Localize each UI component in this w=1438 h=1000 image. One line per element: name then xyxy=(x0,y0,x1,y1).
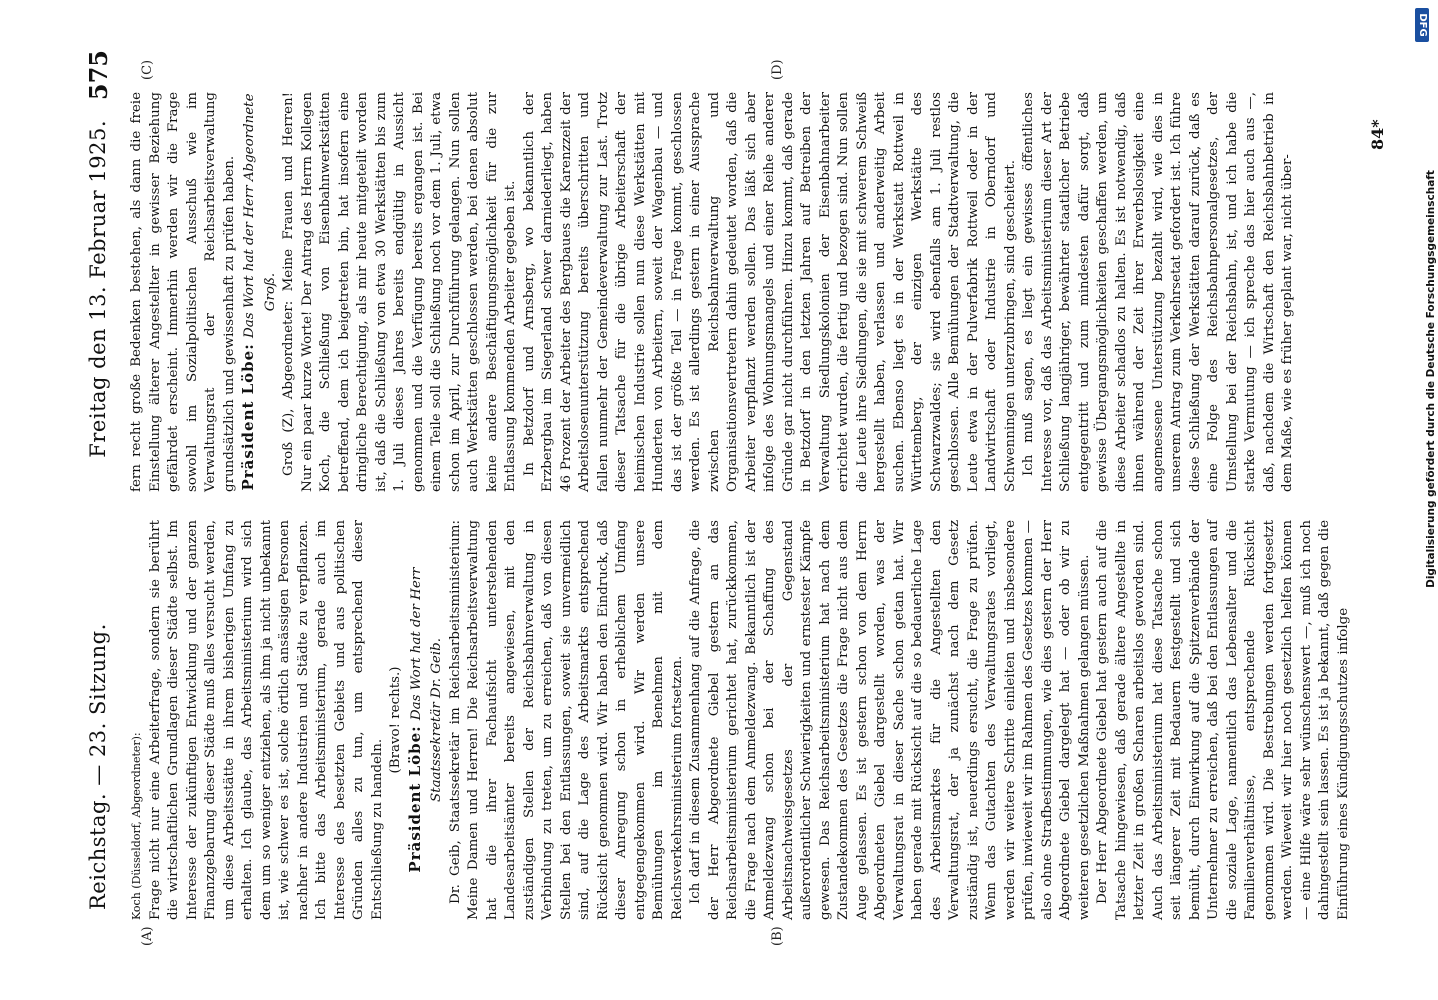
applause-note: (Bravo! rechts.) xyxy=(388,666,403,774)
paragraph: Frage nicht nur eine Arbeiterfrage, sondern sie berührt die wirtschaftlichen Grundlagen dieser Städte selbst. Im Interesse der zukünftigen Entwicklung und der ganzen Finanzgebarung dieser Städte muß alles versucht werden, um diese Arbeitsstätte in ihrem bisherigen Umfang zu erhalten. Ich glaube, das Arbeitsministerium wird sich dem um so weniger entziehen, als ihm ja nicht unbekannt ist, wie schwer es ist, solche örtlich ansässigen Personen nachher in andere Industrien und Städte zu verpflanzen. Ich bitte das Arbeitsministerium, gerade auch im Interesse des besetzten Gebiets und aus politischen Gründen alles zu tun, um entsprechend dieser Entschließung zu handeln. xyxy=(147,520,385,920)
margin-label-d: (D) xyxy=(770,59,785,80)
speaker-intro: Das Wort hat der Herr Abgeordnete Groß. xyxy=(242,93,278,338)
page-header xyxy=(80,50,124,950)
footer-signature-mark: 84* xyxy=(1368,119,1387,150)
speaker-heading xyxy=(239,92,280,492)
dfg-funding-notice: Digitalisierung gefördert durch die Deutsche Forschungsgemeinschaft xyxy=(1425,170,1437,588)
dfg-logo-text: DFG xyxy=(1417,13,1428,37)
speaker-heading xyxy=(406,520,447,920)
header-date: Freitag den 13. Februar 1925. xyxy=(86,120,110,458)
speaker-intro: Das Wort hat der Herr Staatssekretär Dr. Geib. xyxy=(408,567,444,802)
margin-label-a: (A) xyxy=(140,926,155,946)
rotated-document-page xyxy=(80,50,1400,950)
dfg-sidebar xyxy=(1411,0,1437,1000)
paragraph: Ich darf in diesem Zusammenhang auf die Anfrage, die der Herr Abgeordnete Giebel gestern an das Reichsarbeitsministerium gerichtet hat, zurückkommen, die Frage nach dem Anmeldezwang. Bekanntlich ist der Anmeldezwang schon bei der Schaffung des Arbeitsnachweisgesetzes der Gegenstand außerordentlicher Schwierigkeiten und ernstester Kämpfe gewesen. Das Reichsarbeitsministerium hat nach dem Zustandekommen des Gesetzes die Frage nicht aus dem Auge gelassen. Es ist gestern schon von dem Herrn Abgeordneten Giebel dargestellt worden, was der Verwaltungsrat in dieser Sache schon getan hat. Wir haben gerade mit Rücksicht auf die so bedauerliche Lage des Arbeitsmarktes für die Angestellten den Verwaltungsrat, der ja zunächst nach dem Gesetz zuständig ist, neuerdings ersucht, die Frage zu prüfen. Wenn das Gutachten des Verwaltungsrates vorliegt, werden wir weitere Schritte einleiten und insbesondere prüfen, inwieweit wir im Rahmen des Gesetzes kommen — also ohne Strafbestimmungen, wie dies gestern der Herr Abgeordnete Giebel dargelegt hat — oder ob wir zu weiteren gesetzlichen Maßnahmen gelangen müssen. xyxy=(688,520,1092,920)
page-number: 575 xyxy=(84,50,113,101)
margin-label-b: (B) xyxy=(770,926,785,946)
speaker-name: Präsident Löbe: xyxy=(239,343,257,491)
paragraph: Dr. Geib, Staatssekretär im Reichsarbeitsministerium: Meine Damen und Herren! Die Reichsarbeitsverwaltung hat die ihrer Fachaufsicht unterstehenden Landesarbeitsämter bereits angewiesen, mit den zuständigen Stellen der Reichsbahnverwaltung in Verbindung zu treten, um zu erreichen, daß von diesen Stellen bei den Entlassungen, soweit sie unvermeidlich sind, auf die Lage des Arbeitsmarkts entsprechend Rücksicht genommen wird. Wir haben den Eindruck, daß dieser Anregung schon in erheblichem Umfang entgegengekommen wird. Wir werden unsere Bemühungen im Benehmen mit dem Reichsverkehrsministerium fortsetzen. xyxy=(447,520,685,920)
speaker-name: Präsident Löbe: xyxy=(405,725,424,873)
paragraph: fern recht große Bedenken bestehen, als dann die freie Einstellung älterer Angestellter in gewisser Beziehung gefährdet erscheint. Immerhin werden wir die Frage sowohl im Sozialpolitischen Ausschuß wie im Verwaltungsrat der Reichsarbeitsverwaltung grundsätzlich und gewissenhaft zu prüfen haben. xyxy=(129,92,237,492)
header-session-title: Reichstag. — 23. Sitzung. xyxy=(86,623,110,910)
margin-label-c: (C) xyxy=(140,59,155,80)
paragraph: In Betzdorf und Arnsberg, wo bekanntlich der Erzbergbau im Siegerland schwer darniederliegt, haben 46 Prozent der Arbeiter des Bergbaues die Karenzzeit der Arbeitslosenunterstützung bereits überschritten und fallen nunmehr der Gemeindeverwaltung zur Last. Trotz dieser Tatsache für die übrige Arbeiterschaft der heimischen Industrie sollen nun diese Werkstätten mit Hunderten von Arbeitern, soweit der Wagenbau — und das ist der größte Teil — in Frage kommt, geschlossen werden. Es ist allerdings gestern in einer Aussprache zwischen Reichsbahnverwaltung und Organisationsvertretern dahin gedeutet worden, daß die Arbeiter verpflanzt werden sollen. Das läßt sich aber infolge des Wohnungsmangels und einer Reihe anderer Gründe gar nicht durchführen. Hinzu kommt, daß gerade in Betzdorf in den letzten Jahren auf Betreiben der Verwaltung Siedlungskolonien der Eisenbahnarbeiter errichtet wurden, die fertig und bezogen sind. Nun sollen die Leute ihre Siedlungen, die sie mit schwerem Schweiß hergestellt haben, verlassen und anderweitig Arbeit suchen. Ebenso liegt es in der Werkstatt Rottweil in Württemberg, der einzigen Werkstätte des Schwarzwaldes; sie wird ebenfalls am 1. Juli restlos geschlossen. Alle Bemühungen der Stadtverwaltung, die Leute etwa in der Pulverfabrik Rottweil oder in der Landwirtschaft oder Industrie in Oberndorf und Schwenningen unterzubringen, sind gescheitert. xyxy=(521,92,1018,492)
right-column xyxy=(128,92,1388,492)
left-column xyxy=(128,520,1388,920)
speaker-continuation-note: Koch (Düsseldorf, Abgeordneter): xyxy=(130,732,143,920)
paragraph: Ich muß sagen, es liegt ein gewisses öffentliches Interesse vor, daß das Arbeitsministerium dieser Art der Schließung langjähriger, bewährter staatlicher Betriebe entgegentritt und zum mindesten dafür sorgt, daß gewisse Übergangsmöglichkeiten geschaffen werden, um diese Arbeiter schadlos zu halten. Es ist notwendig, daß ihnen während der Zeit ihrer Erwerbslosigkeit eine angemessene Unterstützung bezahlt wird, wie dies in unserem Antrag zum Verkehrsetat gefordert ist. Ich führe diese Schließung der Werkstätten darauf zurück, daß es eine Folge des Reichsbahnpersonalgesetzes, der Umstellung bei der Reichsbahn, ist, und ich habe die starke Vermutung — ich spreche das hier auch aus —, daß, nachdem die Wirtschaft den Reichsbahnbetrieb in dem Maße, wie es früher geplant war, nicht über- xyxy=(1021,92,1295,492)
paragraph: Groß (Z), Abgeordneter: Meine Frauen und Herren! Nur ein paar kurze Worte! Der Antrag des Herrn Kollegen Koch, die Schließung von Eisenbahnwerkstätten betreffend, dem ich beigetreten bin, hat insofern eine dringliche Berechtigung, als mir heute mitgeteilt worden ist, daß die Schließung von etwa 30 Werkstätten bis zum 1. Juli dieses Jahres bereits endgültig in Aussicht genommen und die Verfügung bereits ergangen ist. Bei einem Teile soll die Schließung noch vor dem 1. Juli, etwa schon im April, zur Durchführung gelangen. Nun sollen auch Werkstätten geschlossen werden, bei denen absolut keine andere Beschäftigungsmöglichkeit für die zur Entlassung kommenden Arbeiter gegeben ist. xyxy=(281,92,518,492)
paragraph: Der Herr Abgeordnete Giebel hat gestern auch auf die Tatsache hingewiesen, daß gerade ältere Angestellte in letzter Zeit in großen Scharen arbeitslos geworden sind. Auch das Arbeitsministerium hat diese Tatsache schon seit längerer Zeit mit Bedauern festgestellt und sich bemüht, durch Einwirkung auf die Spitzenverbände der Unternehmer zu erreichen, daß bei den Entlassungen auf die soziale Lage, namentlich das Lebensalter und die Familienverhältnisse, entsprechende Rücksicht genommen wird. Die Bestrebungen werden fortgesetzt werden. Wieweit wir hier noch gesetzlich helfen können — eine Hilfe wäre sehr wünschenswert —, muß ich noch dahingestellt sein lassen. Es ist ja bekannt, daß gegen die Einführung eines Kündigungsschutzes infolge xyxy=(1095,520,1351,920)
